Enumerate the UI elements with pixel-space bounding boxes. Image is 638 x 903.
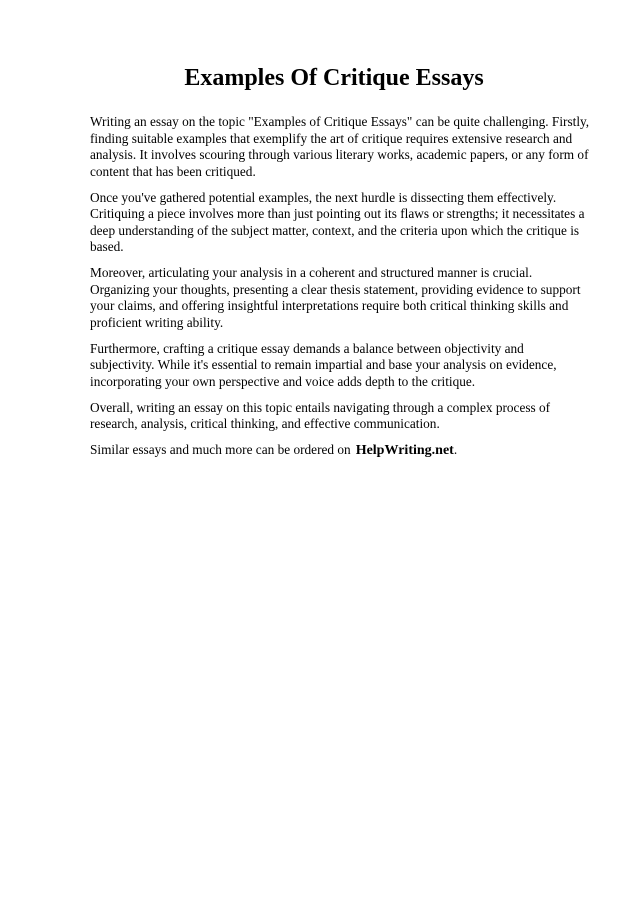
helpwriting-link[interactable]: HelpWriting.net [355,443,454,458]
paragraph: Overall, writing an essay on this topic entails navigating through a complex process of research, analysis, critical thinking, and effective communication. [90,399,551,431]
closing-paragraph [90,442,590,460]
paragraph: Once you've gathered potential examples, the next hurdle is dissecting them effectively. Critiquing a piece involves more than just pointing out its flaws or strengths; it necessitates a deep understanding of the subject matter, context, and the criteria upon which the critique is based. [90,189,585,254]
paragraph: Furthermore, crafting a critique essay demands a balance between objectivity and subjectivity. While it's essential to remain impartial and base your analysis on evidence, incorporating your own perspective and voice adds depth to the critique. [90,340,557,389]
document-title: Examples Of Critique Essays [184,65,484,91]
paragraph: Writing an essay on the topic "Examples of Critique Essays" can be quite challenging. Firstly, finding suitable examples that exemplify the art of critique requires extensive research and analysis. It involves scouring through various literary works, academic papers, or any form of content that has been critiqued. [90,114,590,179]
closing-period: . [453,442,458,457]
document-body [90,114,590,460]
closing-text: Similar essays and much more can be ordered on [90,442,351,457]
paragraph: Moreover, articulating your analysis in a coherent and structured manner is crucial. Organizing your thoughts, presenting a clear thesis statement, providing evidence to support your claims, and offering insightful interpretations require both critical thinking skills and proficient writing ability. [90,265,581,330]
